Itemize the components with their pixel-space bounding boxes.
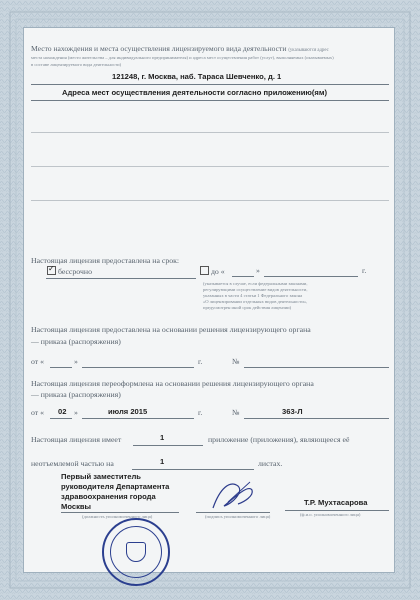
official-stamp xyxy=(102,518,170,586)
reissue-from: от « xyxy=(31,408,45,417)
signatory-name: Т.Р. Мухтасарова xyxy=(304,498,368,507)
name-underline xyxy=(285,510,389,511)
annex-line2-suffix: листах. xyxy=(258,459,283,468)
term-indefinite-underline xyxy=(46,278,196,279)
basis-year: г. xyxy=(198,357,203,366)
header-line2: места нахождения (место жительства – для индивидуального предпринимателя) и адреса мест осуществления работ (услуг), выполняемых (оказываемых) xyxy=(31,55,334,60)
annex-sheets: 1 xyxy=(160,457,165,466)
basis-day-line xyxy=(50,367,72,368)
position-underline xyxy=(61,512,179,513)
header-line1: Место нахождения и места осуществления лицензируемого вида деятельности (указываются адрес xyxy=(31,44,329,53)
until-year: г. xyxy=(362,266,367,275)
basis-month-line xyxy=(82,367,194,368)
reissue-year: г. xyxy=(198,408,203,417)
coat-of-arms-icon xyxy=(126,542,146,562)
term-note-5: предусмотрен иной срок действия лицензии) xyxy=(203,305,292,310)
term-until: до « xyxy=(200,266,225,276)
header-line3: в составе лицензируемого вида деятельности) xyxy=(31,62,122,67)
signature-caption: (подпись уполномоченного лица) xyxy=(205,514,271,519)
reissue-line2: — приказа (распоряжения) xyxy=(31,390,121,399)
until-day-line xyxy=(232,276,254,277)
term-note-4: «О лицензировании отдельных видов деятельности», xyxy=(203,299,308,304)
position-line2: руководителя Департамента xyxy=(61,482,170,491)
address-line2: Адреса мест осуществления деятельности согласно приложению(ям) xyxy=(62,88,327,97)
reissue-month-line xyxy=(82,418,194,419)
reissue-month-year: июля 2015 xyxy=(108,407,148,416)
term-note-3: указанных в части 4 статьи 1 Федерального закона xyxy=(203,293,303,298)
basis-num-sign: № xyxy=(232,357,240,366)
checkbox-indefinite: ✓ xyxy=(48,264,55,273)
basis-line1: Настоящая лицензия предоставлена на основании решения лицензирующего органа xyxy=(31,325,311,334)
reissue-day-line xyxy=(50,418,72,419)
annex-line2-prefix: неотъемлемой частью на xyxy=(31,459,114,468)
blank-line-1 xyxy=(31,132,389,133)
reissue-line1: Настоящая лицензия переоформлена на основании решения лицензирующего органа xyxy=(31,379,314,388)
signature-underline xyxy=(196,512,270,513)
position-caption: (должность уполномоченного лица) xyxy=(82,514,153,519)
name-caption: (ф.и.о. уполномоченного лица) xyxy=(300,512,361,517)
term-note-1: (указывается в случае, если федеральными законами, xyxy=(203,281,308,286)
until-month-line xyxy=(264,276,358,277)
signature-scribble xyxy=(208,478,258,514)
reissue-num-sign: № xyxy=(232,408,240,417)
annex-suffix: приложение (приложения), являющееся её xyxy=(208,435,350,444)
until-quote: » xyxy=(256,266,260,275)
address-line1: 121248, г. Москва, наб. Тараса Шевченко, д. 1 xyxy=(112,72,282,81)
blank-line-2 xyxy=(31,166,389,167)
term-note-2: регулирующими осуществление видов деятельности, xyxy=(203,287,308,292)
basis-from: от « xyxy=(31,357,45,366)
reissue-quote: » xyxy=(74,408,78,417)
checkbox-until xyxy=(200,266,209,275)
annex-count: 1 xyxy=(160,433,165,442)
header-line1-note: (указываются адрес xyxy=(288,48,329,53)
position-line1: Первый заместитель xyxy=(61,472,141,481)
term-indefinite: ✓ бессрочно xyxy=(48,264,92,276)
position-line3: здравоохранения города xyxy=(61,492,156,501)
reissue-num-line xyxy=(244,418,389,419)
address-underline-2 xyxy=(31,100,389,101)
basis-quote: » xyxy=(74,357,78,366)
reissue-number: 363-Л xyxy=(282,407,303,416)
annex-prefix: Настоящая лицензия имеет xyxy=(31,435,122,444)
basis-num-line xyxy=(244,367,389,368)
reissue-day: 02 xyxy=(58,407,67,416)
term-label: Настоящая лицензия предоставлена на срок: xyxy=(31,256,180,265)
position-line4: Москвы xyxy=(61,502,92,511)
basis-line2: — приказа (распоряжения) xyxy=(31,337,121,346)
address-underline-1 xyxy=(31,84,389,85)
annex-sheets-line xyxy=(132,469,254,470)
blank-line-3 xyxy=(31,200,389,201)
annex-count-line xyxy=(133,445,203,446)
